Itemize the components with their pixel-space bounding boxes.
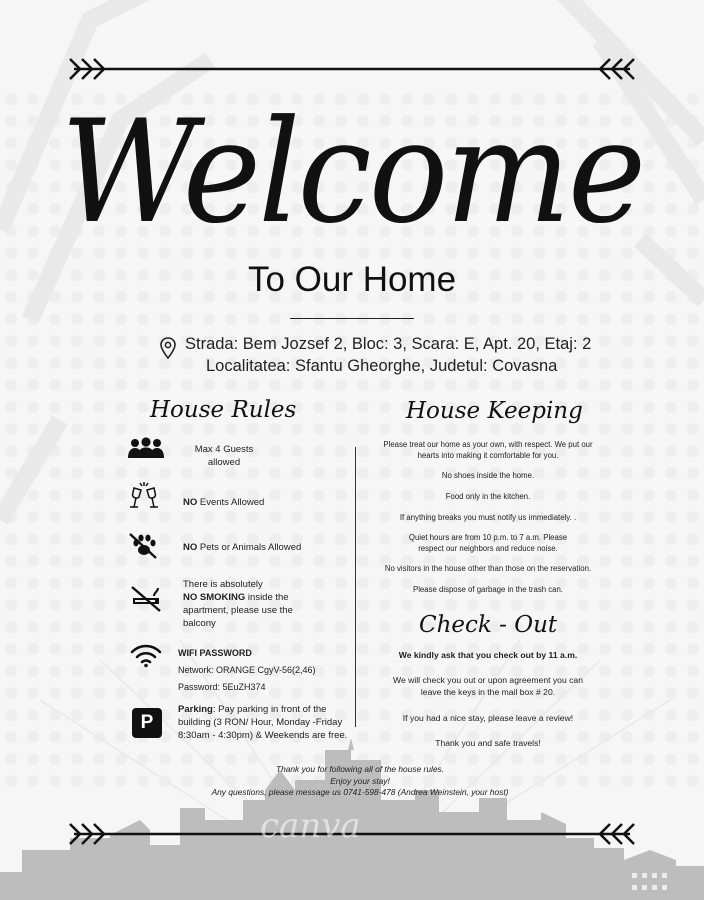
parking-icon: P: [132, 708, 162, 738]
no-smoking-label: NO SMOKING: [183, 592, 246, 603]
address-line-2: Localitatea: Sfantu Gheorghe, Judetul: Covasna: [206, 357, 558, 375]
review-request-text: If you had a nice stay, please leave a review!: [402, 713, 574, 723]
no-pets-label: NO: [183, 542, 198, 553]
no-events-label: NO: [183, 497, 198, 508]
house-keeping-item: Quiet hours are from 10 p.m. to 7 a.m. Please respect our neighbors and reduce noise.: [408, 533, 568, 553]
parking-label: Parking: [178, 704, 213, 715]
column-divider: [355, 447, 356, 727]
wifi-network: Network: ORANGE CgyV-56(2,46): [178, 665, 316, 675]
parking-description: : Pay parking in front of the building (3 RON/ Hour, Monday -Friday 8:30am - 4:30pm) & Weekends are free.: [178, 704, 348, 741]
canva-watermark: canva: [260, 806, 361, 846]
page-subtitle: To Our Home: [247, 260, 457, 299]
footer-line-1: Thank you for following all of the house rules.: [275, 764, 445, 774]
welcome-title: Welcome: [60, 90, 644, 255]
guests-rule-text: Max 4 Guests allowed: [194, 444, 254, 468]
no-pets-paw-icon: [128, 532, 158, 560]
no-smoking-rule-text: [183, 578, 301, 630]
address-block: [150, 333, 610, 377]
address-line-1: Strada: Bem Jozsef 2, Bloc: 3, Scara: E, Apt. 20, Etaj: 2: [185, 335, 592, 353]
house-keeping-item: Food only in the kitchen.: [445, 492, 531, 501]
house-rules-heading: House Rules: [150, 397, 297, 423]
parking-rule-text: [178, 703, 350, 742]
title-divider: [290, 318, 414, 319]
no-events-champagne-icon: [128, 480, 160, 510]
house-keeping-item: No visitors in the house other than those on the reservation.: [384, 564, 592, 573]
check-out-heading: Check - Out: [419, 612, 558, 638]
house-keeping-item: Please treat our home as your own, with respect. We put our hearts into making it comfortable for you.: [383, 440, 593, 460]
no-events-description: Events Allowed: [197, 497, 265, 508]
house-keeping-item: No shoes inside the home.: [441, 471, 535, 480]
wifi-title: WIFI PASSWORD: [178, 648, 252, 658]
no-pets-description: Pets or Animals Allowed: [197, 542, 302, 553]
house-keeping-item: If anything breaks you must notify us immediately. .: [399, 513, 577, 522]
no-smoking-icon: [130, 585, 162, 613]
no-pets-rule-text: [183, 541, 343, 554]
check-out-keys-text: We will check you out or upon agreement you can leave the keys in the mail box # 20.: [393, 675, 583, 697]
footer-line-3: Any questions, please message us 0741-598-478 (Andrea Weinstein, your host): [211, 787, 509, 797]
footer-line-2: Enjoy your stay!: [330, 775, 390, 786]
wifi-icon: [130, 644, 162, 668]
no-smoking-intro: There is absolutely: [183, 579, 263, 590]
wifi-block: [178, 645, 348, 696]
check-out-time: We kindly ask that you check out by 11 a.m.: [398, 650, 578, 660]
wifi-password: Password: 5EuZH374: [178, 682, 266, 692]
arrow-divider-top-icon: [66, 55, 638, 83]
no-smoking-description: inside the apartment, please use the balcony: [183, 592, 293, 629]
footer-note: [150, 764, 570, 799]
house-keeping-item: Please dispose of garbage in the trash can.: [413, 585, 563, 594]
guests-group-icon: [127, 437, 165, 459]
house-keeping-heading: House Keeping: [406, 398, 583, 424]
no-events-rule-text: [183, 496, 343, 509]
thank-you-text: Thank you and safe travels!: [435, 738, 541, 748]
